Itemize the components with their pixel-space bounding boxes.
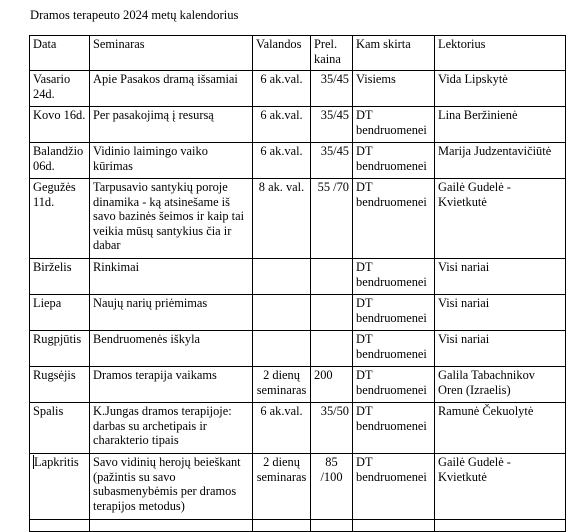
cell-empty <box>90 520 253 532</box>
cell-lecturer: Vida Lipskytė <box>435 71 566 107</box>
cell-audience: DT bendruomenei <box>353 295 435 331</box>
cell-date: Rugsėjis <box>30 367 90 403</box>
table-row <box>30 259 566 295</box>
cell-date-editing[interactable] <box>30 454 90 520</box>
cell-empty <box>30 520 90 532</box>
header-lecturer: Lektorius <box>435 36 566 71</box>
table-row <box>30 331 566 367</box>
cell-price: 35/45 <box>311 71 353 107</box>
table-row <box>30 295 566 331</box>
table-row <box>30 71 566 107</box>
cell-lecturer: Lina Beržinienė <box>435 107 566 143</box>
cell-date: Gegužės 11d. <box>30 179 90 259</box>
table-row <box>30 143 566 179</box>
header-seminar: Seminaras <box>90 36 253 71</box>
cell-price <box>311 259 353 295</box>
cell-date: Liepa <box>30 295 90 331</box>
cell-audience: DT bendruomenei <box>353 331 435 367</box>
cell-hours: 2 dienų seminaras <box>253 454 311 520</box>
cell-empty <box>311 520 353 532</box>
cell-date: Birželis <box>30 259 90 295</box>
cell-empty <box>353 520 435 532</box>
cell-date: Rugpjūtis <box>30 331 90 367</box>
table-row-partial <box>30 520 566 532</box>
cell-lecturer: Marija Judzentavičiūtė <box>435 143 566 179</box>
cell-price: 35/45 <box>311 107 353 143</box>
cell-lecturer: Visi nariai <box>435 331 566 367</box>
header-price: Prel. kaina <box>311 36 353 71</box>
cell-seminar: Dramos terapija vaikams <box>90 367 253 403</box>
header-hours: Valandos <box>253 36 311 71</box>
table-row <box>30 367 566 403</box>
cell-price: 35/50 <box>311 403 353 454</box>
cell-seminar: Savo vidinių herojų beieškant (pažintis su savo subasmenybėmis per dramos terapijos metodus) <box>90 454 253 520</box>
table-row <box>30 454 566 520</box>
table-row <box>30 403 566 454</box>
cell-audience: DT bendruomenei <box>353 403 435 454</box>
cell-seminar: Bendruomenės iškyla <box>90 331 253 367</box>
cell-lecturer: Ramunė Čekuolytė <box>435 403 566 454</box>
cell-lecturer: Gailė Gudelė - Kvietkutė <box>435 454 566 520</box>
cell-price: 200 <box>311 367 353 403</box>
table-header-row <box>30 36 566 71</box>
cell-seminar: Naujų narių priėmimas <box>90 295 253 331</box>
document-title: Dramos terapeuto 2024 metų kalendorius <box>30 8 239 22</box>
cell-empty <box>253 520 311 532</box>
cell-seminar: Vidinio laimingo vaiko kūrimas <box>90 143 253 179</box>
calendar-table <box>29 35 566 532</box>
cell-audience: Visiems <box>353 71 435 107</box>
cell-date: Kovo 16d. <box>30 107 90 143</box>
cell-hours <box>253 331 311 367</box>
cell-hours: 6 ak.val. <box>253 403 311 454</box>
cell-audience: DT bendruomenei <box>353 259 435 295</box>
cell-seminar: Apie Pasakos dramą išsamiai <box>90 71 253 107</box>
header-date: Data <box>30 36 90 71</box>
cell-hours <box>253 259 311 295</box>
cell-lecturer: Gailė Gudelė - Kvietkutė <box>435 179 566 259</box>
cell-date: Balandžio 06d. <box>30 143 90 179</box>
cell-hours: 6 ak.val. <box>253 71 311 107</box>
header-audience: Kam skirta <box>353 36 435 71</box>
cell-lecturer: Galila Tabachnikov Oren (Izraelis) <box>435 367 566 403</box>
cell-price <box>311 295 353 331</box>
cell-hours: 6 ak.val. <box>253 143 311 179</box>
cell-date: Vasario 24d. <box>30 71 90 107</box>
cell-hours: 8 ak. val. <box>253 179 311 259</box>
cell-hours: 6 ak.val. <box>253 107 311 143</box>
cell-hours <box>253 295 311 331</box>
cell-price <box>311 331 353 367</box>
cell-lecturer: Visi nariai <box>435 259 566 295</box>
cell-audience: DT bendruomenei <box>353 454 435 520</box>
cell-seminar: Rinkimai <box>90 259 253 295</box>
table-row <box>30 107 566 143</box>
cell-hours: 2 dienų seminaras <box>253 367 311 403</box>
cell-price: 55 /70 <box>311 179 353 259</box>
cell-empty <box>435 520 566 532</box>
cell-date-text: Lapkritis <box>34 455 79 469</box>
cell-seminar: Per pasakojimą į resursą <box>90 107 253 143</box>
cell-audience: DT bendruomenei <box>353 367 435 403</box>
cell-seminar: Tarpusavio santykių poroje dinamika - ką atsinešame iš savo bazinės šeimos ir kaip tai veikia mūsų santykius čia ir dabar <box>90 179 253 259</box>
cell-audience: DT bendruomenei <box>353 107 435 143</box>
cell-audience: DT bendruomenei <box>353 143 435 179</box>
table-row <box>30 179 566 259</box>
cell-price: 85 /100 <box>311 454 353 520</box>
cell-seminar: K.Jungas dramos terapijoje: darbas su archetipais ir charakterio tipais <box>90 403 253 454</box>
cell-lecturer: Visi nariai <box>435 295 566 331</box>
cell-date: Spalis <box>30 403 90 454</box>
cell-audience: DT bendruomenei <box>353 179 435 259</box>
cell-price: 35/45 <box>311 143 353 179</box>
